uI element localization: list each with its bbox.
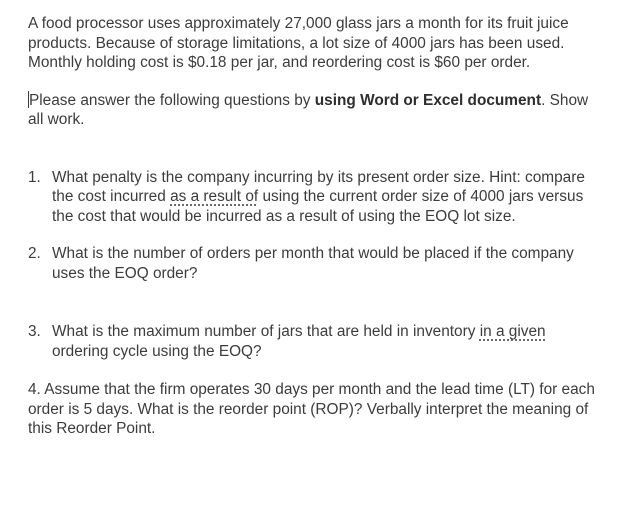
question-text-part: What is the maximum number of jars that are held in inventory xyxy=(52,323,480,340)
grammar-flag[interactable]: as a result of xyxy=(170,188,259,205)
question-number: 4. xyxy=(28,381,41,398)
question-number: 1. xyxy=(28,168,41,186)
question-text xyxy=(52,322,603,361)
question-text: What is the number of orders per month that would be placed if the company uses the EOQ order? xyxy=(52,245,574,282)
problem-intro: A food processor uses approximately 27,000 glass jars a month for its fruit juice products. Because of storage limitations, a lot size of 4000 jars has been used. Monthly holding cost is $0.18 per jar, and reordering cost is $60 per order. xyxy=(28,15,569,71)
question-text xyxy=(52,168,603,227)
grammar-flag[interactable]: in a given xyxy=(479,323,546,340)
question-item-3 xyxy=(28,322,603,361)
document-body[interactable] xyxy=(28,14,603,439)
question-text-part: What penalty is the company incurring by its present order size. Hint: compare the cost incurred xyxy=(52,168,585,205)
instructions-paragraph xyxy=(28,91,603,130)
question-list xyxy=(28,168,603,439)
question-number: 3. xyxy=(28,323,41,340)
question-text-part: using the current order size of 4000 jars versus the cost that would be incurred as a result of using the EOQ lot size. xyxy=(52,188,584,225)
question-number: 2. xyxy=(28,245,41,262)
instructions-bold: using Word or Excel document xyxy=(314,91,542,109)
question-text-part: ordering cycle using the EOQ? xyxy=(52,342,262,360)
question-item-2 xyxy=(28,244,603,283)
instructions-suffix: . Show all work. xyxy=(28,91,589,128)
instructions-prefix: Please answer the following questions by xyxy=(29,91,315,109)
question-text: Assume that the firm operates 30 days per month and the lead time (LT) for each order is 5 days. What is the reorder point (ROP)? Verbally interpret the meaning of this Reorder Point. xyxy=(28,381,595,437)
question-item-1 xyxy=(28,168,603,227)
question-item-4 xyxy=(28,380,603,439)
